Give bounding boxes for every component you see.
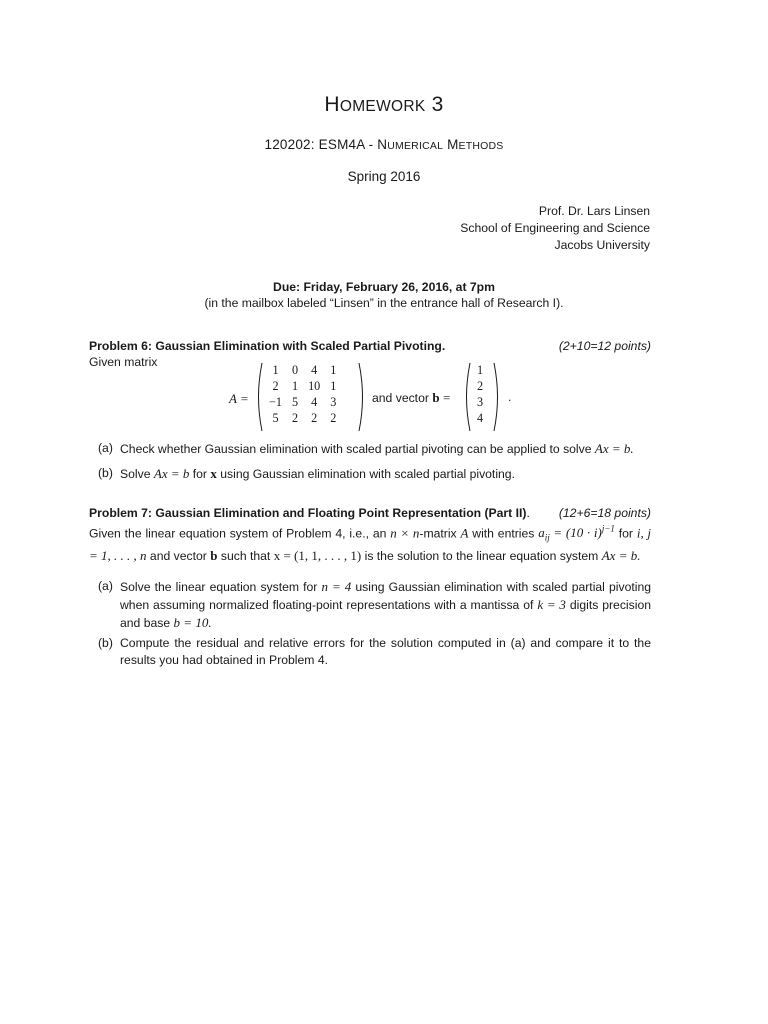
vector-b [472, 362, 488, 426]
vector-cell: 1 [477, 363, 484, 377]
matrix-cell: 1 [272, 363, 279, 377]
problem6-given: Given matrix [89, 355, 158, 369]
p7-math-ij: i, j = 1, . . . , n [89, 525, 652, 563]
vector-cell: 4 [477, 411, 484, 425]
matrix-cell: 2 [311, 411, 318, 425]
problem6-header [89, 339, 651, 353]
item-text [120, 578, 651, 632]
course-m-rest: ETHODS [458, 140, 504, 152]
item-label: (b) [98, 636, 113, 650]
problem6-item-a [98, 440, 651, 458]
item-b-math: Ax = b [153, 466, 190, 481]
title-number: 3 [431, 93, 444, 116]
p7a-m3: b = 10. [173, 615, 212, 630]
course-title [0, 137, 768, 152]
item-b-mid: for [192, 467, 207, 481]
p7-math-x: x = (1, 1, . . . , 1) [273, 547, 362, 563]
title-rest: OMEWORK [339, 98, 426, 115]
p7-math-b: b [210, 547, 218, 563]
matrix-left-paren [255, 362, 263, 432]
and-vector-text: and vector [372, 391, 429, 405]
p7-text-2: -matrix [419, 526, 457, 541]
course-m: M [447, 137, 459, 152]
item-text: Compute the residual and relative errors for the solution computed in (a) and compare it to the results you had obtained in Problem 4. [120, 636, 651, 667]
problem7-item-b [98, 635, 651, 669]
matrix-cell: 2 [272, 379, 279, 393]
problem6-points: (2+10=12 points) [558, 339, 651, 353]
matrix-a [264, 362, 341, 426]
matrix-cell: 4 [311, 395, 318, 409]
due-date: Due: Friday, February 26, 2016, at 7pm [273, 280, 495, 294]
course-code: 120202: ESM4A - [264, 137, 378, 152]
vector-left-paren [463, 362, 471, 432]
problem6-title: Problem 6: Gaussian Elimination with Scaled Partial Pivoting. [89, 339, 446, 353]
item-label: (a) [98, 441, 113, 455]
vector-label [372, 390, 450, 406]
vector-cell: 2 [477, 379, 484, 393]
p7a-m2: k = 3 [537, 597, 566, 612]
matrix-cell: 2 [330, 411, 337, 425]
author-university: Jacobs University [554, 238, 650, 252]
matrix-cell: 5 [291, 395, 299, 409]
item-b-pre: Solve [120, 467, 151, 481]
vector-cell: 3 [477, 395, 484, 409]
p7-text-5: and vector [149, 548, 207, 563]
term: Spring 2016 [347, 169, 421, 184]
problem7-title-suffix: . [526, 506, 530, 520]
problem7-title: Problem 7: Gaussian Elimination and Floating Point Representation (Part II) [89, 506, 527, 520]
equals-sign: = [442, 390, 451, 405]
p7-text-7: is the solution to the linear equation system [364, 548, 599, 563]
item-b-post: using Gaussian elimination with scaled partial pivoting. [220, 467, 515, 481]
aij-sub: ij [544, 532, 550, 543]
item-label: (b) [98, 466, 113, 480]
matrix-right-paren [358, 362, 366, 432]
author-name: Prof. Dr. Lars Linsen [538, 204, 650, 218]
item-b-math2: x [210, 466, 217, 481]
due-block [0, 279, 768, 311]
p7a-t2: using Gaussian elimination with scaled partial pivoting when assuming normalized floating-point representations with a mantissa of [120, 580, 652, 612]
due-location: (in the mailbox labeled “Linsen” in the entrance hall of Research I). [204, 296, 564, 310]
p7-text-4: for [618, 526, 633, 541]
p7a-t1: Solve the linear equation system for [120, 580, 318, 594]
matrix-cell: 1 [330, 379, 337, 393]
p7-math-aij [538, 524, 615, 543]
p7-text-1: Given the linear equation system of Problem 4, i.e., an [89, 526, 387, 541]
matrix-cell: −1 [269, 395, 282, 409]
matrix-cell: 2 [291, 411, 299, 425]
course-n-rest: UMERICAL [387, 140, 444, 152]
p7-text-3: with entries [472, 526, 535, 541]
author-school: School of Engineering and Science [460, 221, 650, 235]
aij-a: a [538, 525, 545, 541]
item-a-math: Ax = b. [594, 441, 634, 456]
p7a-m1: n = 4 [321, 579, 352, 594]
matrix-cell: 5 [272, 411, 279, 425]
matrix-equation [0, 362, 768, 432]
item-text [120, 465, 651, 483]
p7-text-6: such that [220, 548, 271, 563]
p7-math-nxn: n × n [390, 525, 420, 541]
problem6-item-b [98, 465, 651, 483]
p7-math-A: A [460, 525, 469, 541]
aij-sup: j−1 [601, 524, 615, 534]
vector-b-symbol: b [432, 390, 440, 405]
matrix-cell: 10 [308, 379, 321, 393]
course-n: N [377, 137, 388, 152]
document-title [0, 93, 768, 117]
matrix-cell: 0 [291, 363, 299, 377]
matrix-lhs: A = [229, 391, 249, 406]
title-first-letter: H [324, 93, 340, 116]
item-label: (a) [98, 579, 113, 593]
author-block [460, 203, 650, 254]
problem7-intro [89, 521, 651, 565]
p7a-t3: digits precision and base [120, 598, 651, 630]
item-text [120, 440, 651, 458]
matrix-cell: 3 [330, 395, 337, 409]
problem7-header [89, 506, 651, 520]
matrix-period: . [508, 390, 512, 404]
problem7-points: (12+6=18 points) [558, 506, 651, 520]
matrix-cell: 1 [291, 379, 299, 393]
matrix-cell: 1 [330, 363, 337, 377]
p7-math-Axb: Ax = b. [601, 547, 641, 563]
matrix-cell: 4 [311, 363, 318, 377]
aij-eq: = (10 · i) [549, 525, 602, 541]
vector-right-paren [493, 362, 501, 432]
problem7-item-a [98, 578, 651, 632]
item-a-text: Check whether Gaussian elimination with scaled partial pivoting can be applied to solve [120, 442, 592, 456]
